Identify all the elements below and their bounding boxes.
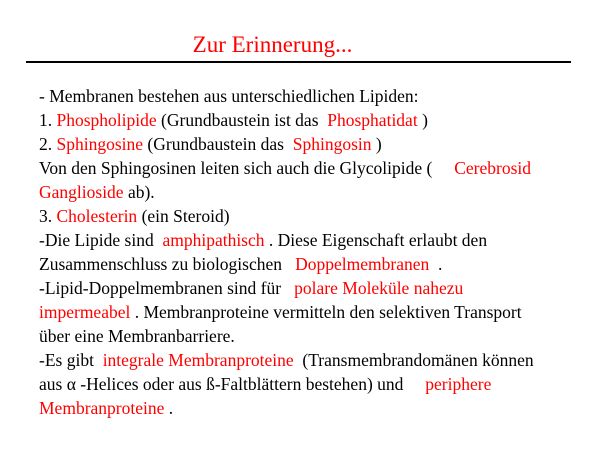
line-text: über eine Membranbarriere. [39, 326, 235, 346]
text-line-9 [39, 277, 463, 299]
line-text: -Die Lipide sind [39, 230, 163, 250]
text-line-2 [39, 109, 428, 131]
line-text: 1. [39, 110, 57, 130]
text-line-13 [39, 373, 491, 395]
line-text: ab). [123, 182, 155, 202]
line-text: (Transmembrandomänen können [293, 350, 534, 370]
highlighted-term: amphipathisch [162, 230, 265, 250]
text-line-8 [39, 253, 442, 275]
text-line-3 [39, 133, 382, 155]
line-text: ) [417, 110, 428, 130]
line-text: (Grundbaustein das [143, 134, 293, 154]
line-text: Zusammenschluss zu biologischen [39, 254, 296, 274]
highlighted-term: periphere [425, 374, 492, 394]
line-text: Von den Sphingosinen leiten sich auch die Glycolipide ( [39, 158, 455, 178]
text-line-6 [39, 205, 230, 227]
text-line-11 [39, 325, 235, 347]
line-text: (Grundbaustein ist das [156, 110, 328, 130]
text-line-5 [39, 181, 155, 203]
line-text: 2. [39, 134, 57, 154]
line-text: -Es gibt [39, 350, 103, 370]
text-line-12 [39, 349, 534, 371]
line-text: aus α -Helices oder aus ß-Faltblättern bestehen) und [39, 374, 426, 394]
highlighted-term: integrale Membranproteine [102, 350, 294, 370]
highlighted-term: Membranproteine [39, 398, 165, 418]
text-line-4 [39, 157, 531, 179]
highlighted-term: impermeabel [39, 302, 131, 322]
text-line-10 [39, 301, 522, 323]
line-text: (ein Steroid) [137, 206, 230, 226]
highlighted-term: polare Moleküle nahezu [294, 278, 464, 298]
highlighted-term: Cerebrosid [454, 158, 532, 178]
highlighted-term: Sphingosine [56, 134, 144, 154]
highlighted-term: Phosphatidat [327, 110, 418, 130]
text-line-1 [39, 85, 419, 107]
highlighted-term: Cholesterin [56, 206, 138, 226]
line-text: . Diese Eigenschaft erlaubt den [264, 230, 488, 250]
text-line-14 [39, 397, 173, 419]
line-text: - Membranen bestehen aus unterschiedlichen Lipiden: [39, 86, 419, 106]
line-text: . [164, 398, 174, 418]
highlighted-term: Ganglioside [39, 182, 124, 202]
line-text: ) [371, 134, 382, 154]
slide-title: Zur Erinnerung... [192, 32, 353, 57]
highlighted-term: Sphingosin [292, 134, 372, 154]
line-text: -Lipid-Doppelmembranen sind für [39, 278, 295, 298]
highlighted-term: Doppelmembranen [295, 254, 430, 274]
highlighted-term: Phospholipide [56, 110, 157, 130]
text-line-7 [39, 229, 487, 251]
title-underline [26, 61, 571, 63]
line-text: . Membranproteine vermitteln den selektiven Transport [130, 302, 522, 322]
line-text: . [429, 254, 443, 274]
line-text: 3. [39, 206, 57, 226]
